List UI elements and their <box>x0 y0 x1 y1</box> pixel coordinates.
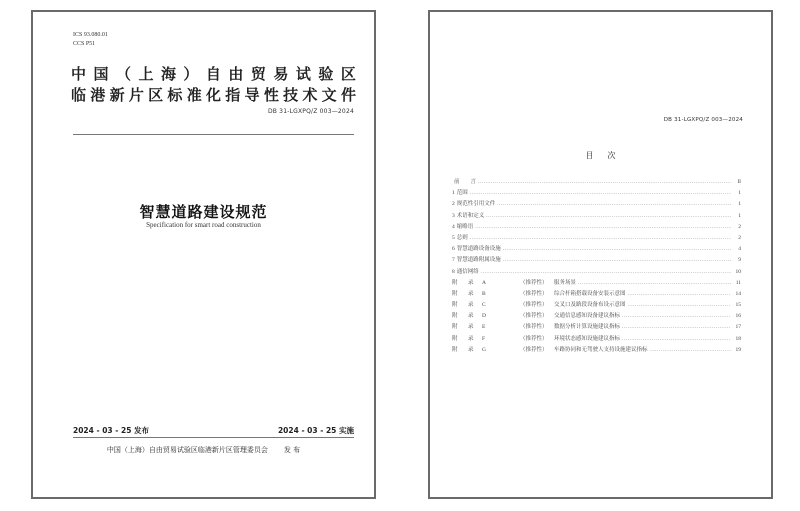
toc-entry-page: 4 <box>738 246 741 253</box>
leader-dots <box>628 289 731 300</box>
title-char: 性 <box>263 86 279 104</box>
title-char: 上 <box>138 65 154 83</box>
leader-dots <box>503 255 731 266</box>
title-char: 临 <box>71 86 87 104</box>
toc-entry[interactable] <box>452 222 741 233</box>
title-char: 易 <box>273 65 289 83</box>
toc-entry[interactable] <box>452 267 741 278</box>
title-char: ） <box>183 65 199 83</box>
leader-dots <box>486 211 731 222</box>
leader-dots <box>622 334 731 345</box>
title-char: 文 <box>321 86 337 104</box>
title-char: 区 <box>148 86 164 104</box>
appendix-label: 录 <box>468 279 474 286</box>
toc-entry-number: 1 <box>452 190 455 197</box>
toc-entry-title: 缩略语 <box>456 223 474 230</box>
toc-appendix-entry[interactable] <box>452 278 741 289</box>
appendix-label: 附 <box>452 324 458 331</box>
toc-entry-title: 前 言 <box>454 179 477 185</box>
title-char: 指 <box>225 86 241 104</box>
toc-entry-title: 智慧道路设备设施 <box>456 246 501 253</box>
title-char: 试 <box>295 65 311 83</box>
toc-entry-page: 2 <box>738 223 741 230</box>
toc-list <box>452 177 741 356</box>
toc-entry-page: II <box>737 179 741 185</box>
header-divider <box>73 134 354 135</box>
toc-entry-number: 5 <box>452 234 455 241</box>
publisher-name: 中国（上海）自由贸易试验区临港新片区管理委员会 <box>106 446 268 454</box>
ccs-code: CCS P51 <box>73 41 96 47</box>
toc-entry-number: 2 <box>452 201 455 208</box>
leader-dots <box>622 311 731 322</box>
leader-dots <box>503 244 731 255</box>
toc-entry-page: 2 <box>738 234 741 241</box>
leader-dots <box>481 267 731 278</box>
title-char: 导 <box>244 86 260 104</box>
leader-dots <box>470 233 731 244</box>
leader-dots <box>628 300 731 311</box>
appendix-page: 16 <box>735 313 741 320</box>
toc-entry[interactable] <box>452 188 741 199</box>
appendix-label: 录 <box>468 290 474 297</box>
document-number: DB 31-LGXPQ/Z 003—2024 <box>267 108 354 115</box>
document-title: 智慧道路建设规范 <box>139 203 268 221</box>
appendix-page: 15 <box>735 302 741 309</box>
toc-heading: 目次 <box>585 151 630 160</box>
appendix-page: 17 <box>735 324 741 331</box>
toc-entry[interactable] <box>452 199 741 210</box>
appendix-label: 录 <box>468 313 474 320</box>
issue-date: 2024 - 03 - 25 发布 <box>73 426 150 435</box>
toc-appendix-entry[interactable] <box>452 311 741 322</box>
title-char: 海 <box>160 65 176 83</box>
appendix-letter: F <box>482 335 486 342</box>
title-char: （ <box>115 65 131 83</box>
appendix-title: 数据分析计算设施建议指标 <box>554 324 621 331</box>
org-title-line-1 <box>71 64 356 85</box>
toc-entry-number: 4 <box>452 223 455 230</box>
appendix-label: 附 <box>452 313 458 320</box>
appendix-title: 交通信息感知设备建议指标 <box>554 313 621 320</box>
toc-entry-title: 规范性引用文件 <box>456 201 496 208</box>
toc-entry-number: 7 <box>452 257 455 264</box>
appendix-label: 附 <box>452 346 458 353</box>
toc-appendix-entry[interactable] <box>452 334 741 345</box>
title-char: 技 <box>283 86 299 104</box>
leader-dots <box>578 278 731 289</box>
appendix-label: 附 <box>452 335 458 342</box>
toc-appendix-entry[interactable] <box>452 300 741 311</box>
toc-entry-title: 通信网络 <box>456 268 479 275</box>
appendix-title: 环境状态感知设施建议指标 <box>554 335 621 342</box>
appendix-page: 18 <box>735 335 741 342</box>
title-char: 新 <box>109 86 125 104</box>
toc-entry[interactable] <box>452 177 741 188</box>
appendix-letter: G <box>482 346 486 353</box>
toc-entry-page: 9 <box>738 257 741 264</box>
appendix-letter: B <box>482 290 486 297</box>
title-char: 由 <box>228 65 244 83</box>
appendix-type: （推荐性） <box>520 335 548 342</box>
toc-entry[interactable] <box>452 211 741 222</box>
appendix-page: 14 <box>735 290 741 297</box>
leader-dots <box>650 345 731 356</box>
appendix-type: （推荐性） <box>520 313 548 320</box>
toc-entry[interactable] <box>452 233 741 244</box>
table-of-contents-page <box>428 10 773 499</box>
toc-entry-number: 8 <box>452 268 455 275</box>
cover-page <box>31 10 376 499</box>
toc-appendix-entry[interactable] <box>452 345 741 356</box>
title-char: 片 <box>128 86 144 104</box>
toc-entry-page: 1 <box>738 212 741 219</box>
appendix-label: 录 <box>468 346 474 353</box>
toc-entry[interactable] <box>452 244 741 255</box>
appendix-letter: E <box>482 324 486 331</box>
toc-entry-number: 6 <box>452 246 455 253</box>
ics-code: ICS 93.080.01 <box>73 32 108 38</box>
toc-entry-title: 总则 <box>456 234 468 241</box>
publish-label: 发 布 <box>283 446 301 454</box>
title-char: 贸 <box>250 65 266 83</box>
toc-entry-title: 术语和定义 <box>456 212 485 219</box>
appendix-title: 车路协同和无驾驶人支持设施建议指标 <box>554 346 648 353</box>
appendix-title: 服务场景 <box>554 279 577 286</box>
appendix-type: （推荐性） <box>520 324 548 331</box>
appendix-letter: D <box>482 313 486 320</box>
leader-dots <box>470 188 731 199</box>
classification-codes <box>73 31 108 49</box>
appendix-label: 录 <box>468 324 474 331</box>
title-char: 区 <box>340 65 356 83</box>
title-char: 标 <box>167 86 183 104</box>
toc-entry-number: 3 <box>452 212 455 219</box>
title-char: 化 <box>205 86 221 104</box>
appendix-label: 附 <box>452 302 458 309</box>
appendix-label: 附 <box>452 279 458 286</box>
appendix-type: （推荐性） <box>520 302 548 309</box>
toc-entry-page: 1 <box>738 201 741 208</box>
implementation-date: 2024 - 03 - 25 实施 <box>277 426 354 435</box>
title-char: 验 <box>318 65 334 83</box>
toc-entry-title: 范围 <box>456 190 468 197</box>
appendix-title: 综合杆箱搭载设备安装示意图 <box>554 290 626 297</box>
toc-entry-page: 1 <box>738 190 741 197</box>
appendix-letter: A <box>482 279 486 286</box>
document-number: DB 31-LGXPQ/Z 003—2024 <box>663 117 743 123</box>
title-char: 中 <box>71 65 87 83</box>
org-title-line-2 <box>71 85 356 106</box>
issuing-document-type-title <box>71 64 356 106</box>
title-char: 自 <box>205 65 221 83</box>
toc-appendix-entry[interactable] <box>452 322 741 333</box>
leader-dots <box>497 199 731 210</box>
appendix-type: （推荐性） <box>520 279 548 286</box>
leader-dots <box>622 322 731 333</box>
appendix-label: 录 <box>468 335 474 342</box>
title-char: 术 <box>302 86 318 104</box>
title-char: 件 <box>340 86 356 104</box>
publisher-line <box>33 445 374 455</box>
appendix-type: （推荐性） <box>520 290 548 297</box>
toc-appendix-entry[interactable] <box>452 289 741 300</box>
appendix-page: 19 <box>735 346 741 353</box>
title-char: 港 <box>90 86 106 104</box>
document-title-english: Specification for smart road construction <box>146 221 261 229</box>
leader-dots <box>475 222 731 233</box>
toc-entry-title: 智慧道路附属设施 <box>456 257 501 264</box>
appendix-letter: C <box>482 302 486 309</box>
appendix-label: 录 <box>468 302 474 309</box>
toc-entry[interactable] <box>452 255 741 266</box>
appendix-label: 附 <box>452 290 458 297</box>
title-char: 国 <box>93 65 109 83</box>
date-row <box>73 425 354 438</box>
title-char: 准 <box>186 86 202 104</box>
appendix-title: 交叉口及路段设备布设示意图 <box>554 302 626 309</box>
appendix-type: （推荐性） <box>520 346 548 353</box>
leader-dots <box>478 177 731 188</box>
appendix-page: 11 <box>735 279 741 286</box>
toc-entry-page: 10 <box>735 268 741 275</box>
